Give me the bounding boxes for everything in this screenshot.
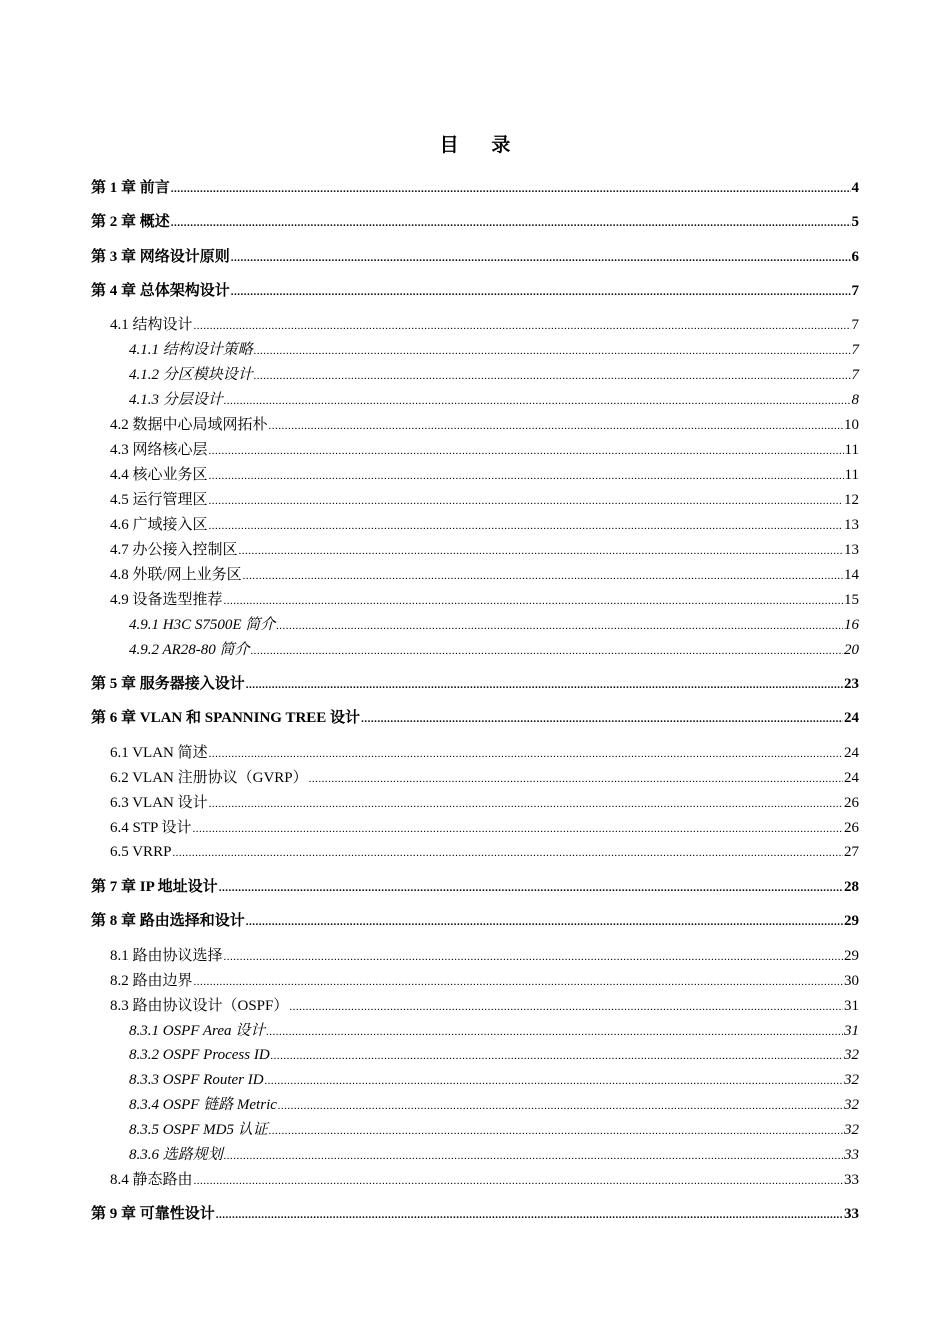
dot-leader (231, 281, 851, 303)
toc-entry-page: 16 (844, 617, 859, 633)
toc-entry[interactable] (110, 970, 859, 992)
toc-entry-label: 4.8 外联/网上业务区 (110, 567, 242, 583)
toc-entry[interactable] (129, 1044, 859, 1066)
dot-leader (194, 315, 851, 337)
dot-leader (209, 743, 843, 765)
toc-entry-page: 11 (844, 467, 859, 483)
toc-entry[interactable] (129, 364, 859, 386)
toc-entry-page: 33 (844, 1172, 859, 1188)
toc-entry-page: 31 (844, 998, 859, 1014)
toc-entry-label: 第 6 章 VLAN 和 SPANNING TREE 设计 (91, 710, 361, 726)
toc-entry[interactable] (110, 767, 859, 789)
toc-entry[interactable] (110, 489, 859, 511)
toc-entry-page: 24 (844, 745, 859, 761)
toc-entry[interactable] (110, 1169, 859, 1191)
toc-entry[interactable] (91, 211, 859, 233)
toc-entry-label: 第 4 章 总体架构设计 (91, 283, 230, 299)
dot-leader (271, 1045, 843, 1067)
toc-entry[interactable] (91, 910, 859, 932)
toc-entry[interactable] (110, 742, 859, 764)
toc-entry-label: 8.3.6 选路规划 (129, 1147, 223, 1163)
toc-entry-page: 32 (844, 1047, 859, 1063)
toc-entry-label: 8.3.4 OSPF 链路 Metric (129, 1097, 277, 1113)
toc-entry-label: 8.4 静态路由 (110, 1172, 193, 1188)
toc-entry-label: 4.9 设备选型推荐 (110, 592, 223, 608)
toc-entry[interactable] (129, 389, 859, 411)
toc-entry-label: 6.5 VRRP (110, 844, 172, 860)
toc-entry[interactable] (110, 792, 859, 814)
toc-entry-page: 7 (851, 317, 859, 333)
toc-entry-label: 4.4 核心业务区 (110, 467, 208, 483)
toc-entry[interactable] (129, 1069, 859, 1091)
toc-entry-page: 7 (851, 283, 859, 299)
dot-leader (276, 615, 843, 637)
dot-leader (193, 818, 843, 840)
toc-entry[interactable] (129, 1094, 859, 1116)
toc-entry[interactable] (91, 280, 859, 302)
toc-entry-label: 8.3.5 OSPF MD5 认证 (129, 1122, 268, 1138)
dot-leader (209, 440, 844, 462)
toc-entry[interactable] (91, 177, 859, 199)
toc-entry[interactable] (110, 817, 859, 839)
toc-entry[interactable] (129, 339, 859, 361)
toc-entry-label: 6.2 VLAN 注册协议（GVRP） (110, 770, 308, 786)
toc-entry-label: 第 8 章 路由选择和设计 (91, 913, 245, 929)
toc-entry-label: 4.5 运行管理区 (110, 492, 208, 508)
dot-leader (224, 390, 851, 412)
toc-entry-page: 26 (844, 820, 859, 836)
toc-entry-page: 20 (844, 642, 859, 658)
dot-leader (254, 340, 851, 362)
dot-leader (309, 768, 843, 790)
toc-entry[interactable] (129, 1144, 859, 1166)
toc-entry-label: 4.1 结构设计 (110, 317, 193, 333)
dot-leader (269, 415, 843, 437)
toc-entry-label: 第 2 章 概述 (91, 214, 170, 230)
toc-entry-label: 4.3 网络核心层 (110, 442, 208, 458)
toc-entry-label: 4.1.3 分层设计 (129, 392, 223, 408)
toc-entry[interactable] (110, 414, 859, 436)
dot-leader (246, 911, 843, 933)
toc-entry-page: 13 (844, 542, 859, 558)
dot-leader (231, 247, 851, 269)
toc-entry-label: 8.3.1 OSPF Area 设计 (129, 1023, 266, 1039)
toc-entry[interactable] (110, 995, 859, 1017)
dot-leader (219, 877, 843, 899)
dot-leader (224, 946, 843, 968)
toc-title: 目 录 (439, 135, 525, 156)
toc-entry-page: 11 (844, 442, 859, 458)
toc-entry-page: 32 (844, 1097, 859, 1113)
toc-entry[interactable] (110, 314, 859, 336)
toc-entry-page: 14 (844, 567, 859, 583)
toc-entry-label: 4.6 广域接入区 (110, 517, 208, 533)
dot-leader (194, 1170, 843, 1192)
dot-leader (209, 793, 843, 815)
toc-entry-page: 15 (844, 592, 859, 608)
toc-entry[interactable] (110, 464, 859, 486)
dot-leader (361, 708, 843, 730)
toc-entry[interactable] (129, 1020, 859, 1042)
toc-entry-label: 6.1 VLAN 简述 (110, 745, 208, 761)
toc-entry-page: 24 (844, 710, 859, 726)
dot-leader (266, 1021, 843, 1043)
toc-entry[interactable] (129, 639, 859, 661)
toc-entry[interactable] (110, 589, 859, 611)
dot-leader (265, 1070, 843, 1092)
toc-entry[interactable] (110, 439, 859, 461)
dot-leader (251, 640, 843, 662)
toc-entry-label: 8.2 路由边界 (110, 973, 193, 989)
dot-leader (289, 996, 843, 1018)
toc-entry-page: 5 (851, 214, 859, 230)
toc-entry[interactable] (129, 614, 859, 636)
toc-entry-page: 33 (844, 1206, 859, 1222)
dot-leader (194, 971, 843, 993)
toc-entry-label: 第 1 章 前言 (91, 180, 170, 196)
dot-leader (209, 515, 843, 537)
toc-entry-page: 29 (844, 913, 859, 929)
toc-entry-label: 第 9 章 可靠性设计 (91, 1206, 215, 1222)
dot-leader (254, 365, 851, 387)
toc-entry[interactable] (91, 876, 859, 898)
dot-leader (224, 1145, 843, 1167)
toc-entry[interactable] (110, 945, 859, 967)
toc-entry-page: 7 (851, 342, 859, 358)
toc-entry[interactable] (110, 564, 859, 586)
toc-entry-page: 27 (844, 844, 859, 860)
toc-entry-label: 4.9.2 AR28-80 简介 (129, 642, 250, 658)
toc-entry-page: 6 (851, 249, 859, 265)
dot-leader (278, 1095, 843, 1117)
toc-entry-page: 10 (844, 417, 859, 433)
toc-entry-page: 28 (844, 879, 859, 895)
toc-entry-label: 4.7 办公接入控制区 (110, 542, 238, 558)
toc-entry-label: 8.3 路由协议设计（OSPF） (110, 998, 289, 1014)
toc-entry-label: 6.3 VLAN 设计 (110, 795, 208, 811)
toc-entry[interactable] (91, 707, 859, 729)
toc-entry-page: 4 (851, 180, 859, 196)
toc-entry[interactable] (91, 246, 859, 268)
dot-leader (269, 1120, 843, 1142)
toc-entry-label: 第 3 章 网络设计原则 (91, 249, 230, 265)
toc-entry-page: 31 (844, 1023, 859, 1039)
toc-entry-page: 24 (844, 770, 859, 786)
toc-entry[interactable] (110, 514, 859, 536)
toc-entry-page: 8 (851, 392, 859, 408)
dot-leader (172, 842, 843, 864)
toc-entry-label: 8.3.2 OSPF Process ID (129, 1047, 270, 1063)
toc-entry[interactable] (110, 539, 859, 561)
toc-entry[interactable] (91, 1203, 859, 1225)
dot-leader (171, 212, 851, 234)
dot-leader (224, 590, 843, 612)
dot-leader (209, 490, 843, 512)
toc-entry-label: 第 5 章 服务器接入设计 (91, 676, 245, 692)
toc-entry[interactable] (110, 841, 859, 863)
toc-entry-page: 12 (844, 492, 859, 508)
toc-entry-label: 4.2 数据中心局域网拓朴 (110, 417, 268, 433)
dot-leader (239, 540, 843, 562)
toc-entry[interactable] (129, 1119, 859, 1141)
dot-leader (243, 565, 843, 587)
toc-entry-page: 26 (844, 795, 859, 811)
dot-leader (171, 178, 851, 200)
toc-entry-page: 33 (844, 1147, 859, 1163)
toc-entry-page: 30 (844, 973, 859, 989)
toc-entry-page: 32 (844, 1122, 859, 1138)
dot-leader (216, 1204, 843, 1226)
toc-entry[interactable] (91, 673, 859, 695)
dot-leader (209, 465, 844, 487)
toc-entry-label: 8.1 路由协议选择 (110, 948, 223, 964)
toc-entry-page: 23 (844, 676, 859, 692)
dot-leader (246, 674, 843, 696)
toc-entry-page: 7 (851, 367, 859, 383)
toc-entry-label: 4.1.1 结构设计策略 (129, 342, 253, 358)
toc-entry-page: 13 (844, 517, 859, 533)
toc-entry-page: 29 (844, 948, 859, 964)
toc-entry-label: 第 7 章 IP 地址设计 (91, 879, 218, 895)
toc-entry-label: 4.1.2 分区模块设计 (129, 367, 253, 383)
toc-entry-page: 32 (844, 1072, 859, 1088)
toc-entry-label: 6.4 STP 设计 (110, 820, 192, 836)
toc-entry-label: 4.9.1 H3C S7500E 简介 (129, 617, 276, 633)
toc-entry-label: 8.3.3 OSPF Router ID (129, 1072, 264, 1088)
